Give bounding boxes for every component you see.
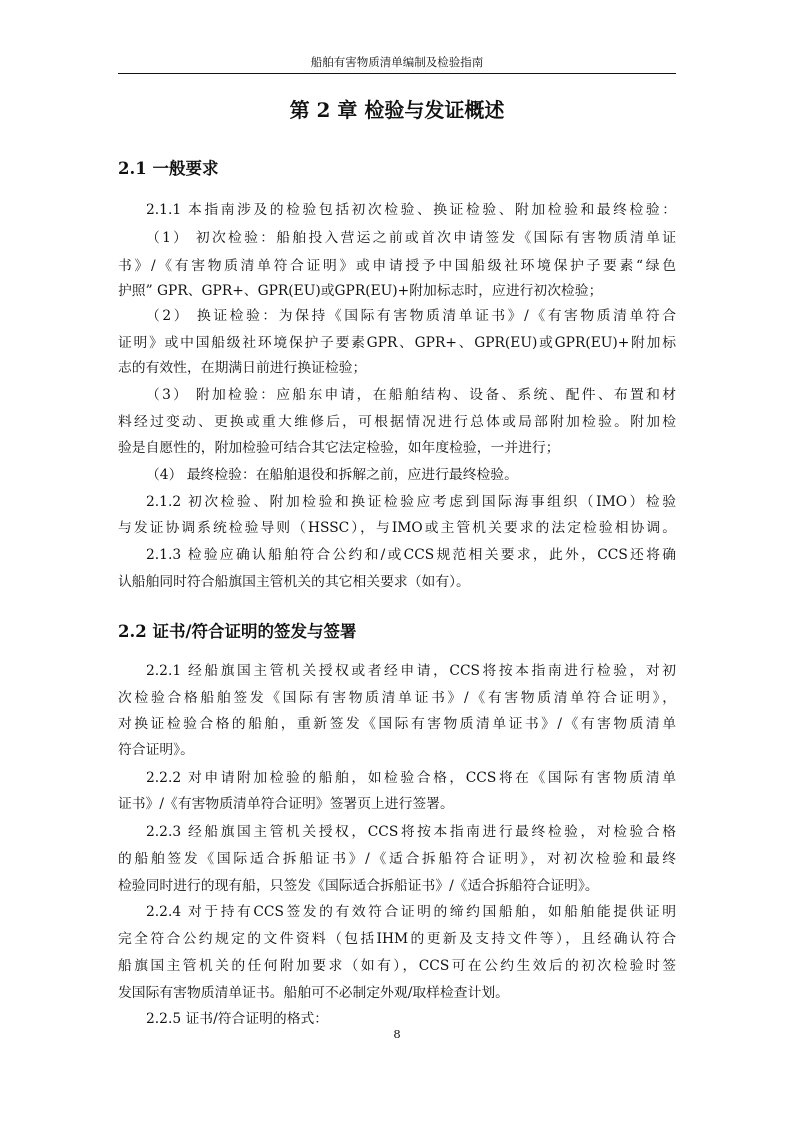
header-divider <box>118 73 676 74</box>
chapter-title: 第 2 章 检验与发证概述 <box>289 98 505 122</box>
paragraph-line: 验是自愿性的，附加检验可结合其它法定检验，如年度检验，一并进行； <box>118 440 560 456</box>
paragraph-line: 发国际有害物质清单证书。船舶可不必制定外观/取样检查计划。 <box>118 985 509 1001</box>
paragraph-line: （3） 附加检验：应船东申请，在船舶结构、设备、系统、配件、布置和材 <box>146 387 676 403</box>
paragraph-line: 完全符合公约规定的文件资料（包括IHM的更新及支持文件等），且经确认符合 <box>118 931 676 947</box>
paragraph-line: 书》/《有害物质清单符合证明》或申请授予中国船级社环境保护子要素“绿色 <box>118 258 676 274</box>
paragraph-line: 船旗国主管机关的任何附加要求（如有），CCS可在公约生效后的初次检验时签 <box>118 958 676 974</box>
paragraph-line: （4） 最终检验：在船舶退役和拆解之前，应进行最终检验。 <box>146 467 518 483</box>
paragraph-line: 2.2.3 经船旗国主管机关授权，CCS将按本指南进行最终检验，对检验合格 <box>146 824 676 840</box>
paragraph-line: 2.2.5 证书/符合证明的格式： <box>146 1011 329 1027</box>
paragraph-line: 2.1.2 初次检验、附加检验和换证检验应考虑到国际海事组织（IMO）检验 <box>146 494 676 510</box>
section-heading-2-1: 2.1 一般要求 <box>118 159 219 178</box>
paragraph-line: 的船舶签发《国际适合拆船证书》/《适合拆船符合证明》，对初次检验和最终 <box>118 851 676 867</box>
paragraph-line: 2.1.1 本指南涉及的检验包括初次检验、换证检验、附加检验和最终检验： <box>146 202 676 218</box>
paragraph-line: 对换证检验合格的船舶，重新签发《国际有害物质清单证书》/《有害物质清单 <box>118 716 676 732</box>
paragraph-line: 2.2.2 对申请附加检验的船舶，如检验合格，CCS将在《国际有害物质清单 <box>146 770 676 786</box>
paragraph-line: 料经过变动、更换或重大维修后，可根据情况进行总体或局部附加检验。附加检 <box>118 414 676 430</box>
paragraph-line: 护照” GPR、GPR+、GPR(EU)或GPR(EU)+附加标志时，应进行初次检验； <box>118 283 603 299</box>
paragraph-line: 与发证协调系统检验导则（HSSC），与IMO或主管机关要求的法定检验相协调。 <box>118 520 676 536</box>
paragraph-line: 证书》/《有害物质清单符合证明》签署页上进行签署。 <box>118 796 454 812</box>
paragraph-line: 2.1.3 检验应确认船舶符合公约和/或CCS规范相关要求，此外，CCS还将确 <box>146 547 676 563</box>
paragraph-line: 证明》或中国船级社环境保护子要素GPR、GPR+、GPR(EU)或GPR(EU)+附加标 <box>118 335 676 351</box>
page-number: 8 <box>393 1027 401 1041</box>
paragraph-line: 2.2.4 对于持有CCS签发的有效符合证明的缔约国船舶，如船舶能提供证明 <box>146 904 676 920</box>
running-header: 船舶有害物质清单编制及检验指南 <box>310 55 484 69</box>
paragraph-line: 次检验合格船舶签发《国际有害物质清单证书》/《有害物质清单符合证明》， <box>118 690 676 706</box>
paragraph-line: 检验同时进行的现有船，只签发《国际适合拆船证书》/《适合拆船符合证明》。 <box>118 878 599 894</box>
section-heading-2-2: 2.2 证书/符合证明的签发与签署 <box>118 622 357 641</box>
paragraph-line: 2.2.1 经船旗国主管机关授权或者经申请，CCS将按本指南进行检验，对初 <box>146 663 676 679</box>
paragraph-line: 认船舶同时符合船旗国主管机关的其它相关要求（如有）。 <box>118 574 470 590</box>
paragraph-line: （1） 初次检验：船舶投入营运之前或首次申请签发《国际有害物质清单证 <box>146 230 676 246</box>
paragraph-line: （2） 换证检验：为保持《国际有害物质清单证书》/《有害物质清单符合 <box>146 308 676 324</box>
paragraph-line: 志的有效性，在期满日前进行换证检验； <box>118 360 367 376</box>
paragraph-line: 符合证明》。 <box>118 742 194 758</box>
